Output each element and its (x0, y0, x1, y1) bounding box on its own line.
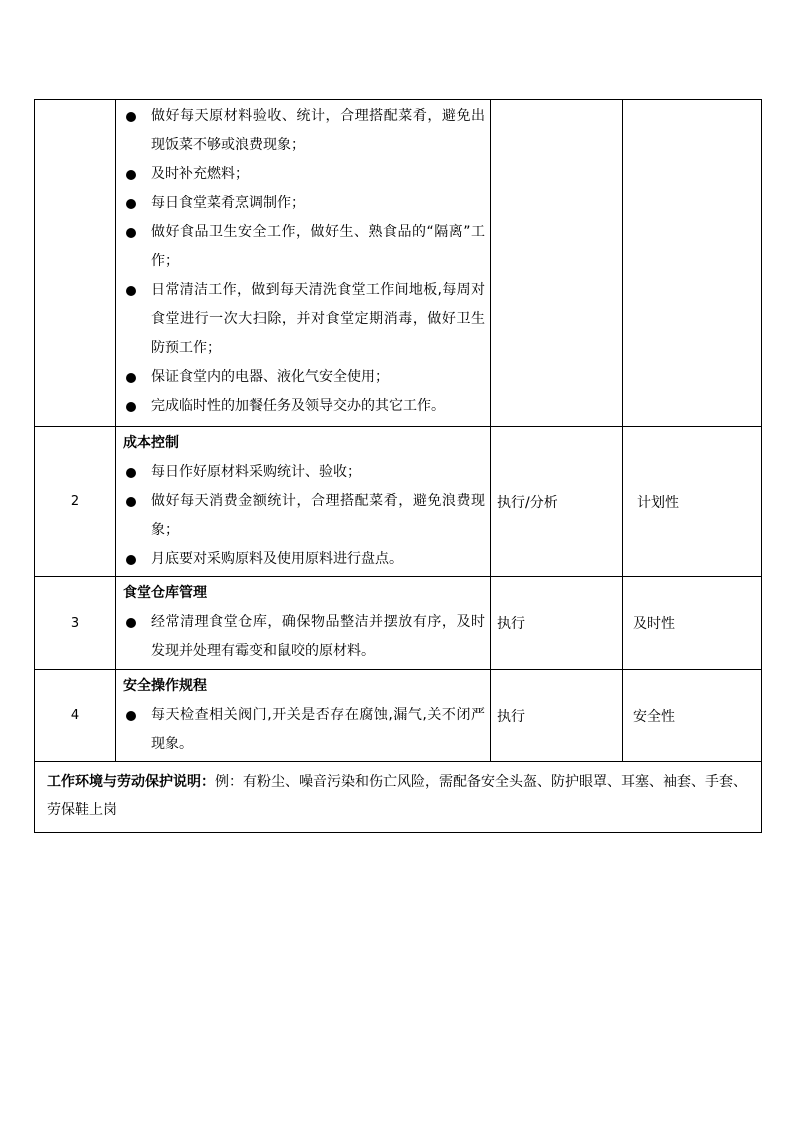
bullet-icon (126, 468, 136, 478)
job-duty-table (34, 99, 762, 833)
role-cell (491, 100, 623, 427)
list-item: 及时补充燃料； (123, 160, 485, 189)
list-item: 每日作好原材料采购统计、验收； (123, 458, 485, 487)
standard-cell: 计划性 (623, 427, 762, 577)
list-item: 完成临时性的加餐任务及领导交办的其它工作。 (123, 392, 485, 421)
row-number (35, 100, 116, 427)
section-title: 成本控制 (123, 435, 179, 451)
list-item: 每天检查相关阀门,开关是否存在腐蚀,漏气,关不闭严现象。 (123, 701, 485, 759)
duty-content (116, 577, 491, 670)
table-row-footer (35, 762, 762, 833)
role-cell: 执行 (491, 577, 623, 670)
duty-list (123, 701, 485, 759)
bullet-icon (126, 555, 136, 565)
bullet-icon (126, 286, 136, 296)
list-item: 经常清理食堂仓库，确保物品整洁并摆放有序，及时发现并处理有霉变和鼠咬的原材料。 (123, 608, 485, 666)
duty-content (116, 100, 491, 427)
bullet-icon (126, 402, 136, 412)
row-number: 3 (35, 577, 116, 670)
duty-content (116, 670, 491, 762)
table-row (35, 427, 762, 577)
bullet-icon (126, 711, 136, 721)
list-item: 日常清洁工作，做到每天清洗食堂工作间地板,每周对食堂进行一次大扫除，并对食堂定期消毒，做好卫生防预工作； (123, 276, 485, 363)
list-item: 每日食堂菜肴烹调制作； (123, 189, 485, 218)
section-title: 食堂仓库管理 (123, 585, 207, 601)
duty-list (123, 608, 485, 666)
table-row (35, 577, 762, 670)
footer-label: 工作环境与劳动保护说明： (47, 774, 215, 790)
list-item: 月底要对采购原料及使用原料进行盘点。 (123, 545, 485, 574)
footer-text: 例：有粉尘、噪音污染和伤亡风险，需配备安全头盔、防护眼罩、耳塞、袖套、手套、劳保鞋上岗 (47, 774, 747, 818)
list-item: 做好每天原材料验收、统计，合理搭配菜肴，避免出现饭菜不够或浪费现象； (123, 102, 485, 160)
role-cell: 执行 (491, 670, 623, 762)
role-cell: 执行/分析 (491, 427, 623, 577)
duty-content (116, 427, 491, 577)
bullet-icon (126, 112, 136, 122)
list-item: 保证食堂内的电器、液化气安全使用； (123, 363, 485, 392)
standard-cell (623, 100, 762, 427)
standard-cell: 及时性 (623, 577, 762, 670)
duty-list (123, 458, 485, 574)
list-item: 做好每天消费金额统计，合理搭配菜肴，避免浪费现象； (123, 487, 485, 545)
bullet-icon (126, 497, 136, 507)
bullet-icon (126, 373, 136, 383)
table-row (35, 670, 762, 762)
table-row (35, 100, 762, 427)
list-item: 做好食品卫生安全工作，做好生、熟食品的“隔离”工作； (123, 218, 485, 276)
work-environment-note (35, 762, 762, 833)
row-number: 2 (35, 427, 116, 577)
document-page (34, 99, 761, 833)
row-number: 4 (35, 670, 116, 762)
bullet-icon (126, 199, 136, 209)
bullet-icon (126, 170, 136, 180)
bullet-icon (126, 228, 136, 238)
standard-cell: 安全性 (623, 670, 762, 762)
bullet-icon (126, 618, 136, 628)
section-title: 安全操作规程 (123, 678, 207, 694)
duty-list (123, 102, 485, 421)
